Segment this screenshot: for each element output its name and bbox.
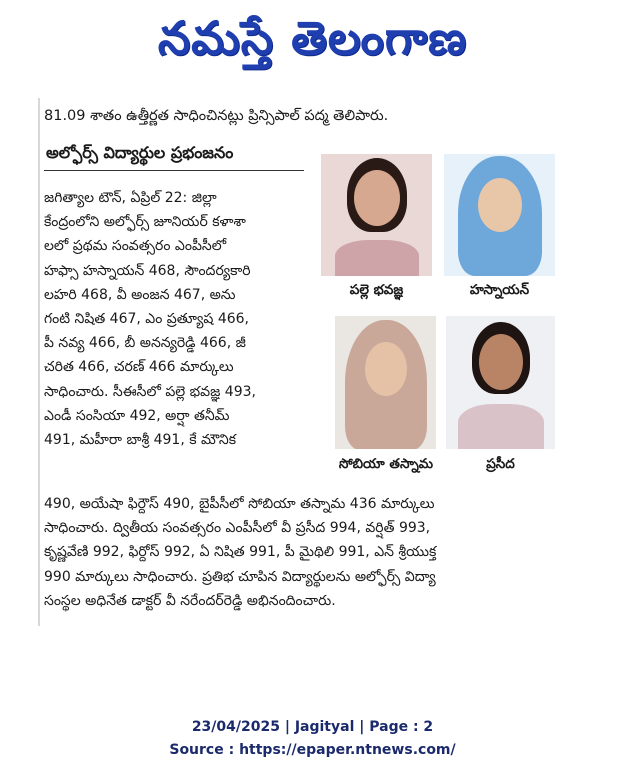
article-headline: అల్ఫోర్స్ విద్యార్థుల ప్రభంజనం [46, 143, 234, 162]
body-line: కృష్ణవేణి 992, ఫిర్దోస్ 992, ఏ నిషిత 991, పీ మైథిలి 991, ఎన్ శ్రీయుక్త [44, 544, 437, 561]
body-line: 491, మహీరా బాశ్రీ 491, కే మౌనిక [44, 432, 237, 449]
clipping-edge [38, 98, 40, 626]
photo-caption: పల్లె భవజ్ఞ [349, 282, 404, 298]
body-line: జగిత్యాల టౌన్, ఏప్రిల్ 22: జిల్లా [44, 190, 217, 206]
body-line: హఫ్సా హస్నాయన్ 468, సౌందర్యకారి [44, 262, 251, 279]
photo-caption: సోబియా తస్నామ [338, 456, 434, 472]
body-line: కేంద్రంలోని అల్ఫోర్స్ జూనియర్ కళాశా [44, 214, 246, 231]
article-top-line: 81.09 శాతం ఉత్తీర్ణత సాధించినట్లు ప్రిన్సిపాల్ పద్మ తెలిపారు. [44, 108, 389, 124]
student-photo-3 [335, 316, 436, 449]
body-line: ఎండీ సంసియా 492, అర్షా తనీమ్ [44, 407, 230, 424]
body-line: గంటి నిషిత 467, ఎం ప్రత్యూష 466, [44, 311, 250, 328]
article-body-narrow [44, 186, 316, 452]
body-line: చరిత 466, చరణ్ 466 మార్కులు [44, 359, 234, 376]
photo-caption: హస్నాయన్ [469, 282, 530, 298]
footer-source-line: Source : https://epaper.ntnews.com/ [169, 742, 456, 758]
body-line: 990 మార్కులు సాధించారు. ప్రతిభ చూపిన విద్యార్థులను అల్ఫోర్స్ విద్యా [44, 568, 436, 585]
student-photo-1 [321, 154, 432, 276]
body-line: 490, అయేషా ఫిర్దౌస్ 490, బైపీసీలో సోబియా తస్నామ 436 మార్కులు [44, 496, 435, 512]
body-line: సాధించారు. ద్వితీయ సంవత్సరం ఎంపీసీలో వీ ప్రసీద 994, వర్షిత్ 993, [44, 520, 431, 537]
body-line: లలో ప్రథమ సంవత్సరం ఎంపీసీలో [44, 238, 227, 255]
newspaper-title: నమస్తే తెలంగాణ [157, 11, 468, 65]
headline-rule [44, 170, 304, 171]
student-photo-4 [446, 316, 555, 449]
body-line: లహరి 468, వీ అంజన 467, అను [44, 286, 236, 303]
article-body-wide [44, 492, 556, 613]
masthead [0, 6, 625, 82]
body-line: సాధించారు. సీఈసీలో పల్లె భవజ్ఞ 493, [44, 383, 256, 400]
body-line: సంస్థల అధినేత డాక్టర్ వీ నరేందర్‌రెడ్డి అభినందించారు. [44, 592, 336, 609]
photo-caption: ప్రసీద [486, 456, 515, 472]
student-photo-2 [444, 154, 555, 276]
footer-date-line: 23/04/2025 | Jagityal | Page : 2 [191, 719, 434, 735]
body-line: పీ నవ్య 466, బీ అనన్యరెడ్డి 466, జీ [44, 335, 246, 352]
